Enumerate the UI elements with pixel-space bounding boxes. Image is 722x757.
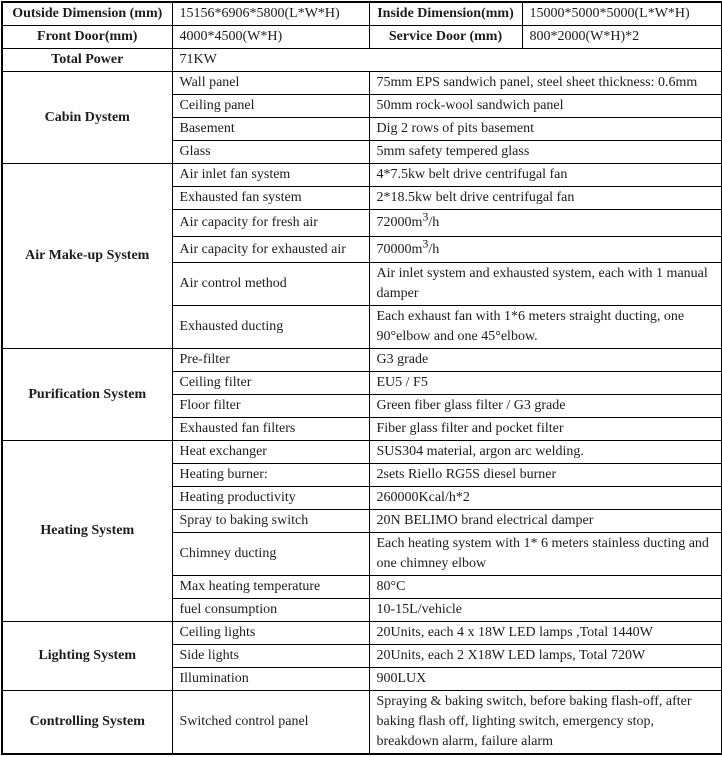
row-value: Dig 2 rows of pits basement	[369, 118, 722, 141]
row-item: Heating burner:	[172, 464, 369, 487]
row-value	[369, 237, 722, 263]
table-row	[2, 622, 722, 645]
row-value: Green fiber glass filter / G3 grade	[369, 395, 722, 418]
spec-table	[1, 1, 722, 755]
front-door-value: 4000*4500(W*H)	[172, 26, 369, 49]
table-row	[2, 441, 722, 464]
superscript-3: 3	[422, 209, 429, 224]
row-item: Floor filter	[172, 395, 369, 418]
table-row-outside-inside	[2, 2, 722, 26]
section-name-heating-system: Heating System	[2, 441, 172, 622]
row-value: G3 grade	[369, 349, 722, 372]
row-item: Air control method	[172, 263, 369, 306]
row-value: 10-15L/vehicle	[369, 599, 722, 622]
row-item: Heating productivity	[172, 487, 369, 510]
row-item: Air inlet fan system	[172, 164, 369, 187]
row-value: 20Units, each 2 X18W LED lamps, Total 720W	[369, 645, 722, 668]
row-value: 4*7.5kw belt drive centrifugal fan	[369, 164, 722, 187]
row-item: Basement	[172, 118, 369, 141]
row-value: 2*18.5kw belt drive centrifugal fan	[369, 187, 722, 210]
row-item: Ceiling filter	[172, 372, 369, 395]
row-value: 900LUX	[369, 668, 722, 691]
section-name-purification-system: Purification System	[2, 349, 172, 441]
row-value-text: 72000m	[376, 215, 423, 230]
row-value: 20N BELIMO brand electrical damper	[369, 510, 722, 533]
row-item: Ceiling panel	[172, 95, 369, 118]
table-row	[2, 349, 722, 372]
outside-dimension-value: 15156*6906*5800(L*W*H)	[172, 2, 369, 26]
row-value: 260000Kcal/h*2	[369, 487, 722, 510]
row-item: Glass	[172, 141, 369, 164]
row-value: Spraying & baking switch, before baking flash-off, after baking flash off, lighting switch, emergency stop, breakdown alarm, failure alarm	[369, 691, 722, 755]
service-door-value: 800*2000(W*H)*2	[522, 26, 722, 49]
row-value: SUS304 material, argon arc welding.	[369, 441, 722, 464]
total-power-label: Total Power	[2, 49, 172, 72]
superscript-3: 3	[422, 236, 429, 250]
row-value: 2sets Riello RG5S diesel burner	[369, 464, 722, 487]
row-value: EU5 / F5	[369, 372, 722, 395]
row-value: Fiber glass filter and pocket filter	[369, 418, 722, 441]
inside-dimension-label: Inside Dimension(mm)	[369, 2, 522, 26]
row-value-unit: /h	[428, 241, 440, 257]
table-row-doors	[2, 26, 722, 49]
row-item: Spray to baking switch	[172, 510, 369, 533]
front-door-label: Front Door(mm)	[2, 26, 172, 49]
row-item: Exhausted ducting	[172, 306, 369, 349]
table-row	[2, 164, 722, 187]
row-value: 20Units, each 4 x 18W LED lamps ,Total 1440W	[369, 622, 722, 645]
row-value: Each exhaust fan with 1*6 meters straight ducting, one 90°elbow and one 45°elbow.	[369, 306, 722, 349]
table-row-total-power	[2, 49, 722, 72]
section-name-controlling-system: Controlling System	[2, 691, 172, 755]
row-value: 5mm safety tempered glass	[369, 141, 722, 164]
section-name-air-makeup-system: Air Make-up System	[2, 164, 172, 349]
inside-dimension-value: 15000*5000*5000(L*W*H)	[522, 2, 722, 26]
row-item: Heat exchanger	[172, 441, 369, 464]
total-power-value: 71KW	[172, 49, 722, 72]
row-item: Wall panel	[172, 72, 369, 95]
table-row	[2, 691, 722, 755]
row-item: Max heating temperature	[172, 576, 369, 599]
row-item: Air capacity for fresh air	[172, 210, 369, 237]
row-value: Air inlet system and exhausted system, each with 1 manual damper	[369, 263, 722, 306]
row-value-unit: /h	[428, 215, 440, 230]
row-value: 75mm EPS sandwich panel, steel sheet thickness: 0.6mm	[369, 72, 722, 95]
row-item: Air capacity for exhausted air	[172, 237, 369, 263]
row-item: Exhausted fan filters	[172, 418, 369, 441]
row-item: Ceiling lights	[172, 622, 369, 645]
row-value: Each heating system with 1* 6 meters stainless ducting and one chimney elbow	[369, 533, 722, 576]
section-name-cabin-system: Cabin Dystem	[2, 72, 172, 164]
row-item: Exhausted fan system	[172, 187, 369, 210]
row-value-text: 70000m	[376, 241, 423, 257]
row-value: 50mm rock-wool sandwich panel	[369, 95, 722, 118]
row-value: 80°C	[369, 576, 722, 599]
service-door-label: Service Door (mm)	[369, 26, 522, 49]
row-item: fuel consumption	[172, 599, 369, 622]
row-item: Switched control panel	[172, 691, 369, 755]
row-item: Illumination	[172, 668, 369, 691]
row-item: Pre-filter	[172, 349, 369, 372]
table-row	[2, 72, 722, 95]
row-item: Side lights	[172, 645, 369, 668]
section-name-lighting-system: Lighting System	[2, 622, 172, 691]
row-value	[369, 210, 722, 237]
outside-dimension-label: Outside Dimension (mm)	[2, 2, 172, 26]
row-item: Chimney ducting	[172, 533, 369, 576]
